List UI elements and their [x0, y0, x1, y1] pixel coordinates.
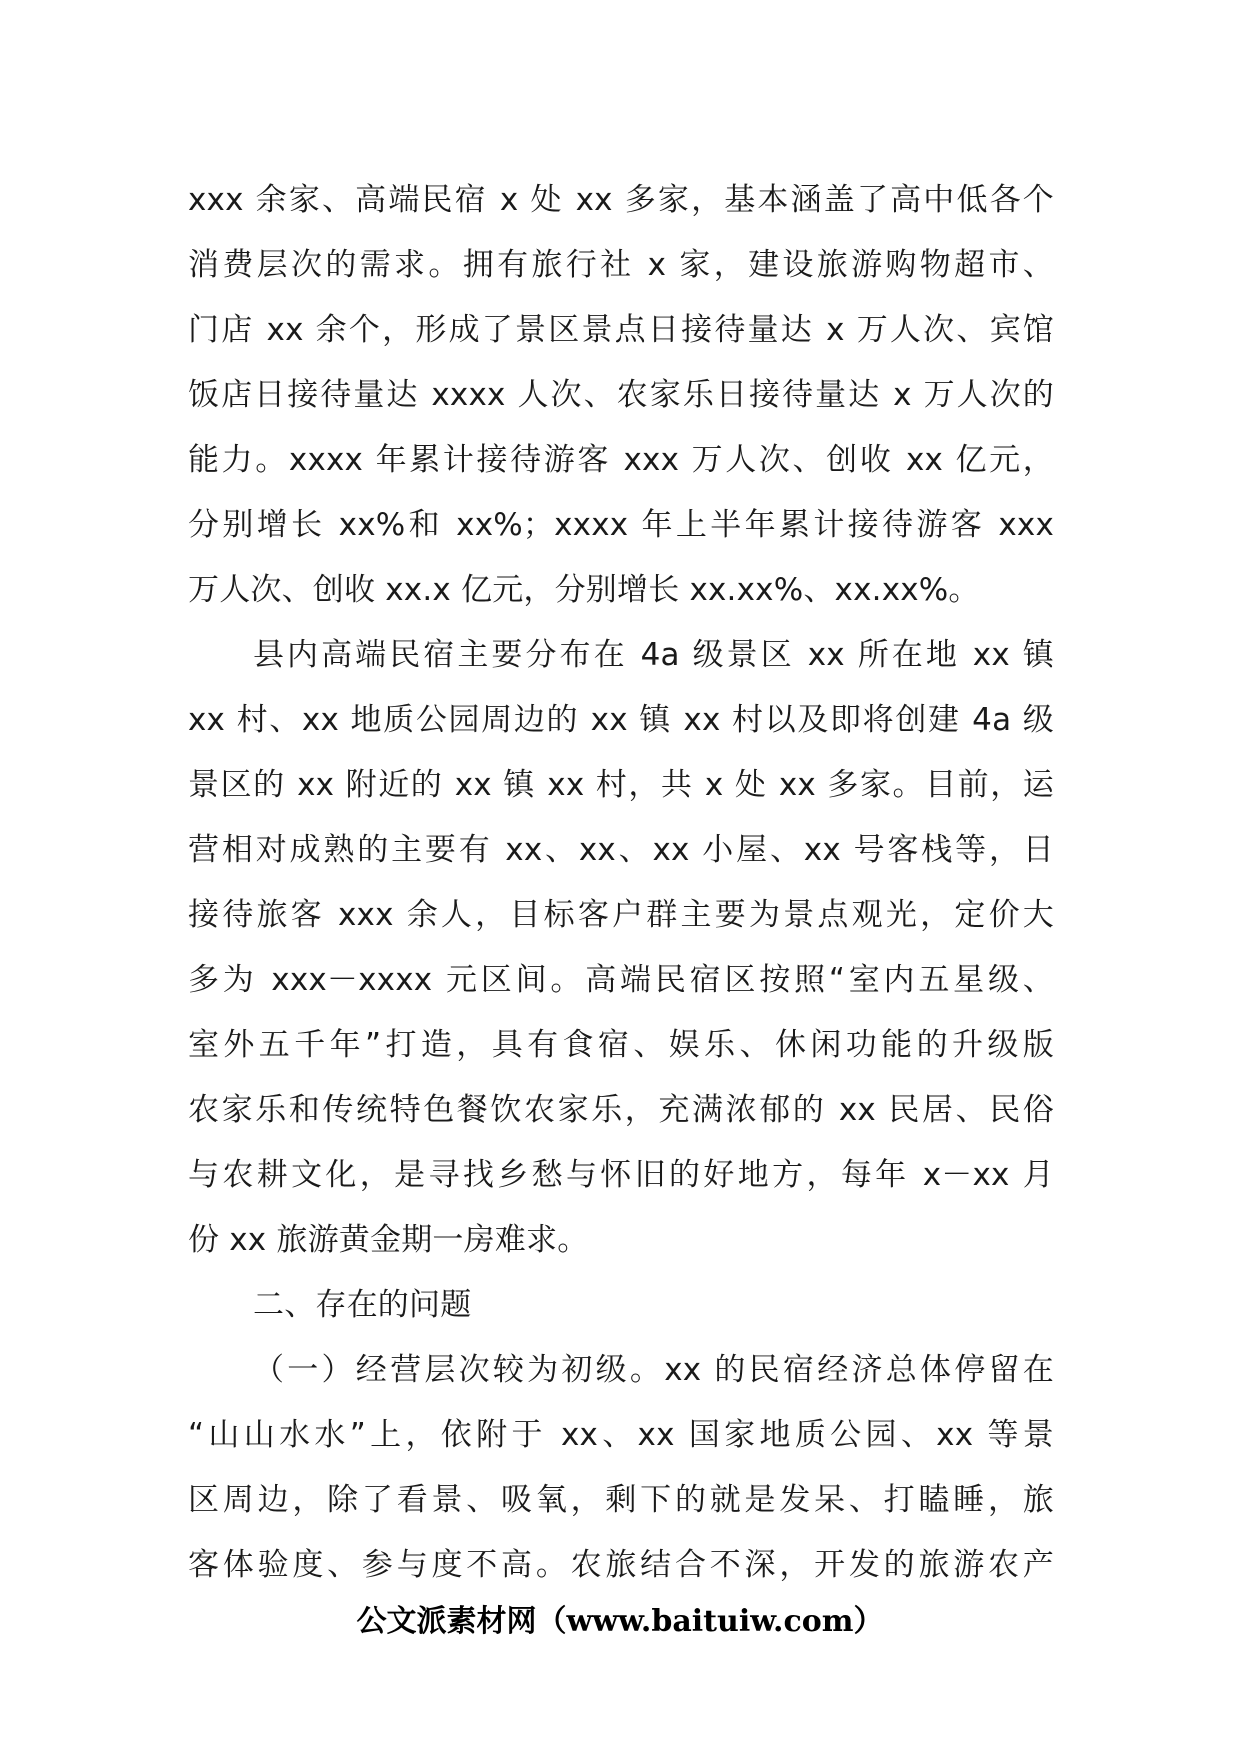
text-line: 饭店日接待量达 xxxx 人次、农家乐日接待量达 x 万人次的	[188, 377, 1054, 413]
text-line: 营相对成熟的主要有 xx、xx、xx 小屋、xx 号客栈等，日	[188, 832, 1054, 868]
text-line: 门店 xx 余个，形成了景区景点日接待量达 x 万人次、宾馆	[188, 312, 1054, 348]
text-line: 景区的 xx 附近的 xx 镇 xx 村，共 x 处 xx 多家。目前，运	[188, 767, 1054, 803]
text-line: （一）经营层次较为初级。xx 的民宿经济总体停留在	[253, 1352, 1054, 1388]
text-line: 与农耕文化，是寻找乡愁与怀旧的好地方，每年 x－xx 月	[188, 1157, 1054, 1193]
text-line: 消费层次的需求。拥有旅行社 x 家，建设旅游购物超市、	[188, 247, 1054, 283]
text-line: 多为 xxx－xxxx 元区间。高端民宿区按照“室内五星级、	[188, 962, 1054, 998]
text-line: 区周边，除了看景、吸氧，剩下的就是发呆、打瞌睡，旅	[188, 1482, 1054, 1518]
text-line: xx 村、xx 地质公园周边的 xx 镇 xx 村以及即将创建 4a 级	[188, 702, 1054, 738]
footer-watermark: 公文派素材网（www.baituiw.com）	[356, 1604, 884, 1639]
text-line: 客体验度、参与度不高。农旅结合不深，开发的旅游农产	[188, 1547, 1054, 1583]
text-line: 能力。xxxx 年累计接待游客 xxx 万人次、创收 xx 亿元，	[188, 442, 1054, 478]
body-text	[188, 168, 1054, 1598]
text-line: 万人次、创收 xx.x 亿元，分别增长 xx.xx%、xx.xx%。	[188, 572, 980, 608]
text-line: “山山水水”上，依附于 xx、xx 国家地质公园、xx 等景	[188, 1417, 1054, 1453]
text-line: 份 xx 旅游黄金期一房难求。	[188, 1222, 589, 1258]
text-line: 二、存在的问题	[253, 1287, 472, 1323]
text-line: 室外五千年”打造，具有食宿、娱乐、休闲功能的升级版	[188, 1027, 1054, 1063]
text-line: 农家乐和传统特色餐饮农家乐，充满浓郁的 xx 民居、民俗	[188, 1092, 1054, 1128]
text-line: xxx 余家、高端民宿 x 处 xx 多家，基本涵盖了高中低各个	[188, 182, 1054, 218]
text-line: 接待旅客 xxx 余人，目标客户群主要为景点观光，定价大	[188, 897, 1054, 933]
text-line: 县内高端民宿主要分布在 4a 级景区 xx 所在地 xx 镇	[253, 637, 1054, 673]
text-line: 分别增长 xx%和 xx%；xxxx 年上半年累计接待游客 xxx	[188, 507, 1054, 543]
